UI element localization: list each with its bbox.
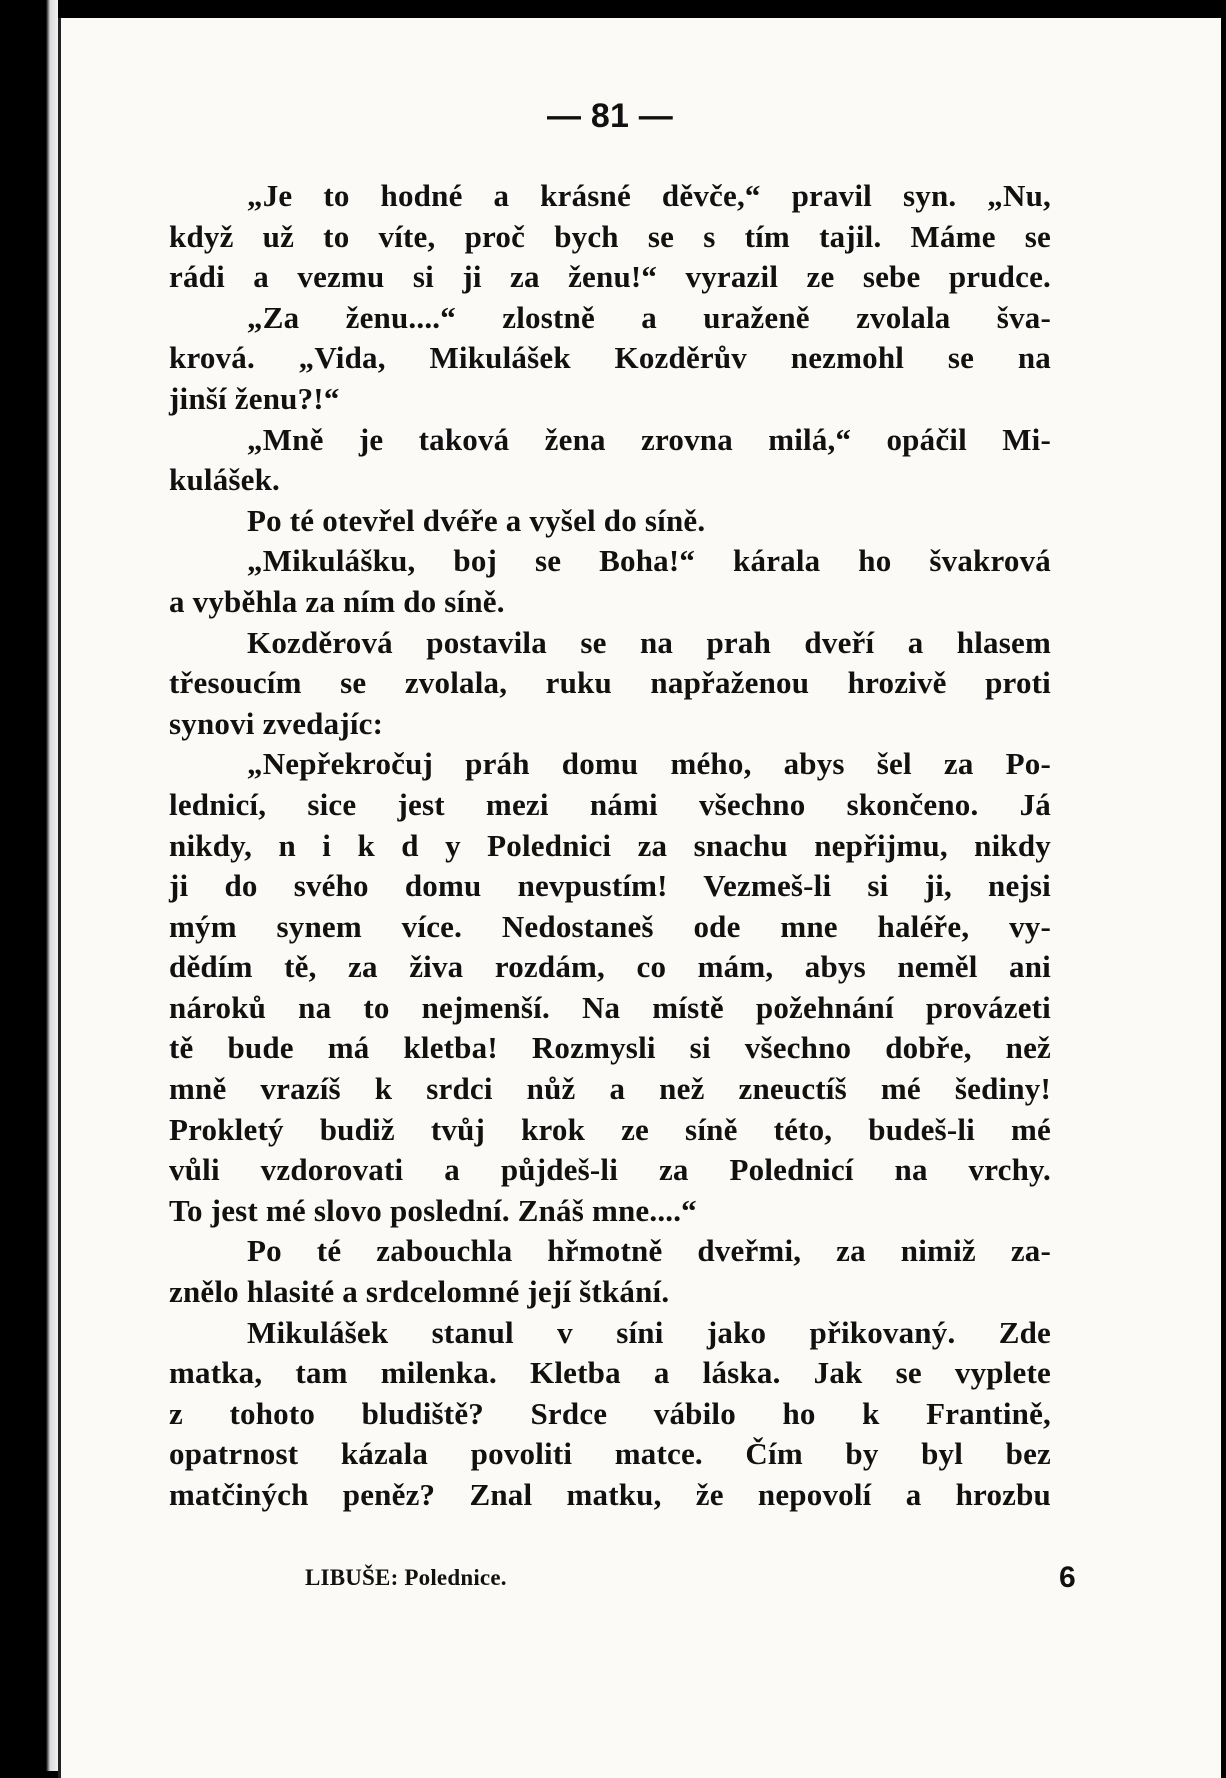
text-line: matka, tam milenka. Kletba a láska. Jak se vyplete — [169, 1355, 1051, 1391]
text-line: „Mikulášku, boj se Boha!“ kárala ho švakrová — [247, 543, 1051, 579]
text-line: „Nepřekročuj práh domu mého, abys šel za Po- — [247, 746, 1051, 782]
text-line: Mikulášek stanul v síni jako přikovaný. Zde — [247, 1314, 1051, 1350]
book-page — [58, 18, 1221, 1778]
page-left-edge — [0, 0, 58, 1771]
text-line: mně vrazíš k srdci nůž a než zneuctíš mé šediny! — [169, 1071, 1051, 1107]
text-line: „Je to hodné a krásné děvče,“ pravil syn. „Nu, — [247, 178, 1051, 213]
text-line: „Za ženu....“ zlostně a uraženě zvolala šva- — [247, 299, 1051, 335]
footer-sheet-number: 6 — [1059, 1561, 1076, 1594]
text-line: Prokletý budiž tvůj krok ze síně této, budeš-li mé — [169, 1111, 1051, 1147]
text-line: To jest mé slovo poslední. Znáš mne....“ — [169, 1192, 697, 1228]
text-line: vůli vzdorovati a půjdeš-li za Polednicí na vrchy. — [169, 1152, 1051, 1188]
text-line: nikdy, n i k d y Polednici za snachu nepřijmu, nikdy — [169, 827, 1051, 863]
body-text — [169, 176, 1051, 1516]
text-line: matčiných peněz? Znal matku, že nepovolí a hrozbu — [169, 1477, 1051, 1512]
text-line: jinší ženu?!“ — [169, 380, 340, 416]
text-line: ji do svého domu nevpustím! Vezmeš-li si ji, nejsi — [169, 868, 1051, 904]
text-line: Kozděrová postavila se na prah dveří a hlasem — [247, 624, 1051, 660]
text-line: kulášek. — [169, 462, 281, 498]
text-line: lednicí, sice jest mezi námi všechno skončeno. Já — [169, 786, 1051, 822]
text-line: dědím tě, za živa rozdám, co mám, abys neměl ani — [169, 949, 1051, 985]
text-line: a vyběhla za ním do síně. — [169, 583, 505, 619]
text-line: z tohoto bludiště? Srdce vábilo ho k Frantině, — [169, 1395, 1051, 1431]
text-line: znělo hlasité a srdcelomné její štkání. — [169, 1274, 670, 1310]
text-line: „Mně je taková žena zrovna milá,“ opáčil Mi- — [247, 421, 1051, 457]
text-line: Po té zabouchla hřmotně dveřmi, za nimiž za- — [247, 1233, 1051, 1269]
text-line: tě bude má kletba! Rozmysli si všechno dobře, než — [169, 1030, 1051, 1066]
text-line: synovi zvedajíc: — [169, 705, 384, 741]
text-line: rádi a vezmu si ji za ženu!“ vyrazil ze sebe prudce. — [169, 259, 1051, 295]
text-line: mým synem více. Nedostaneš ode mne haléře, vy- — [169, 908, 1051, 944]
text-line: když už to víte, proč bych se s tím tajil. Máme se — [169, 218, 1051, 254]
footer-signature: LIBUŠE: Polednice. — [305, 1565, 507, 1590]
page-number: — 81 — — [547, 97, 673, 135]
text-line: Po té otevřel dvéře a vyšel do síně. — [247, 502, 706, 538]
text-line: třesoucím se zvolala, ruku napřaženou hrozivě proti — [169, 665, 1051, 701]
text-line: nároků na to nejmenší. Na místě požehnání provázeti — [169, 989, 1051, 1025]
text-line: krová. „Vida, Mikulášek Kozděrův nezmohl se na — [169, 340, 1051, 376]
text-line: opatrnost kázala povoliti matce. Čím by byl bez — [169, 1436, 1051, 1472]
